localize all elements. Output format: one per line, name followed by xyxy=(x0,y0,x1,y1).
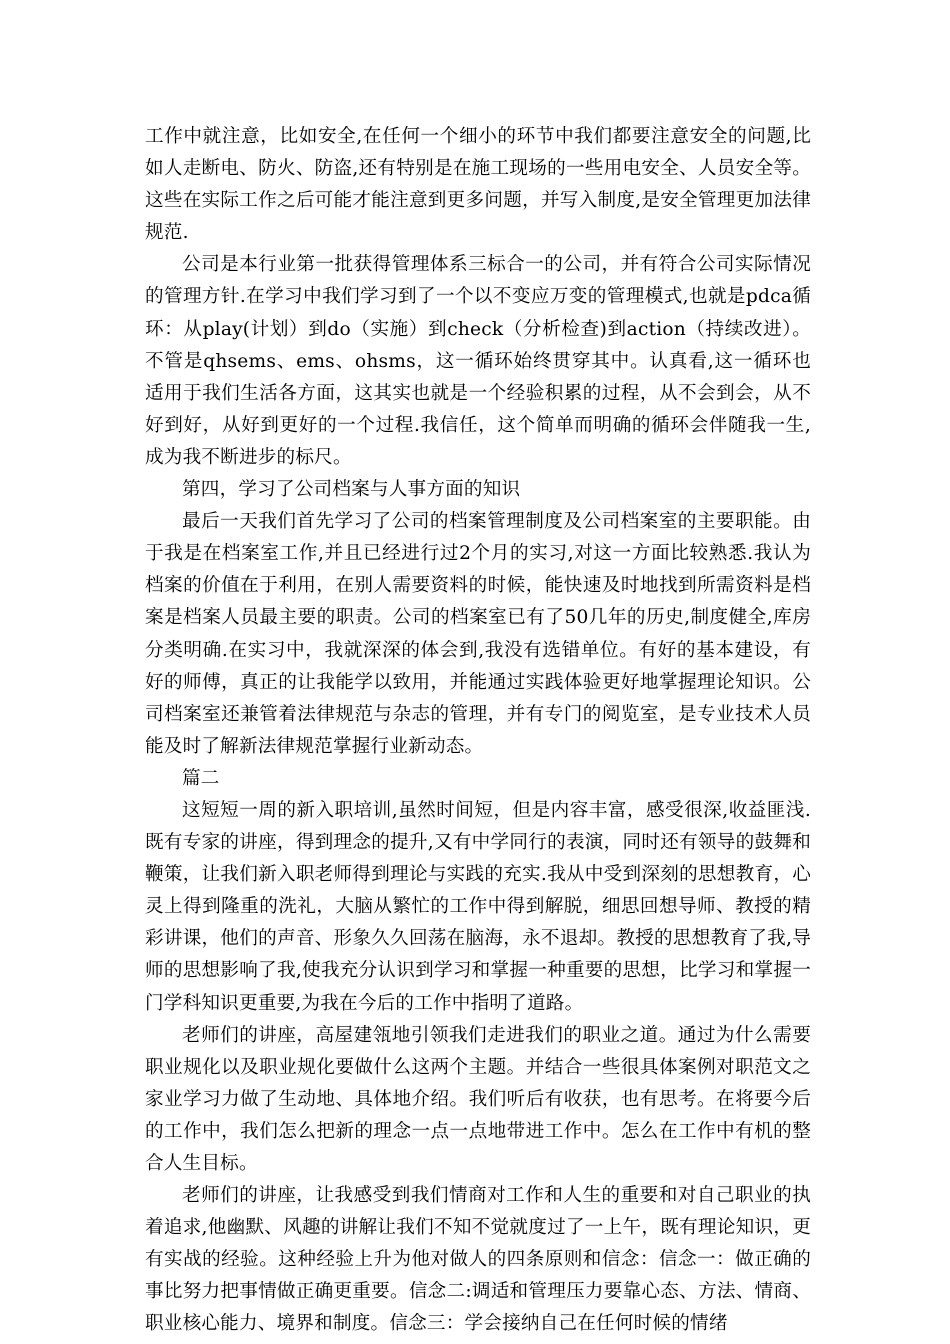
document-body xyxy=(145,121,811,1341)
paragraph-eq-lecture: 老师们的讲座，让我感受到我们情商对工作和人生的重要和对自己职业的执着追求,他幽默、风趣的讲解让我们不知不觉就度过了一上午，既有理论知识，更有实战的经验。这种经验上升为他对做人的四条原则和信念：信念一：做正确的事比努力把事情做正确更重要。信念二:调适和管理压力要靠心态、方法、情商、职业核心能力、境界和制度。信念三：学会接纳自己在任何时候的情绪 xyxy=(145,1185,811,1335)
paragraph-archives: 最后一天我们首先学习了公司的档案管理制度及公司档案室的主要职能。由于我是在档案室工作,并且已经进行过2个月的实习,对这一方面比较熟悉.我认为档案的价值在于利用，在别人需要资料的时候，能快速及时地找到所需资料是档案是档案人员最主要的职责。公司的档案室已有了50几年的历史,制度健全,库房分类明确.在实习中，我就深深的体会到,我没有选错单位。有好的基本建设，有好的师傅，真正的让我能学以致用，并能通过实践体验更好地掌握理论知识。公司档案室还兼管着法律规范与杂志的管理，并有专门的阅览室，是专业技术人员能及时了解新法律规范掌握行业新动态。 xyxy=(145,511,811,757)
part-heading-two: 篇二 xyxy=(182,767,220,789)
paragraph-pdca: 公司是本行业第一批获得管理体系三标合一的公司，并有符合公司实际情况的管理方针.在学习中我们学习到了一个以不变应万变的管理模式,也就是pdca循环：从play(计划）到do（实施）到check（分析检查)到action（持续改进）。不管是qhsems、ems、ohsms，这一循环始终贯穿其中。认真看,这一循环也适用于我们生活各方面，这其实也就是一个经验积累的过程，从不会到会，从不好到好，从好到更好的一个过程.我信任，这个简单而明确的循环会伴随我一生,成为我不断进步的标尺。 xyxy=(145,254,811,468)
paragraph-safety: 工作中就注意，比如安全,在任何一个细小的环节中我们都要注意安全的问题,比如人走断电、防火、防盗,还有特别是在施工现场的一些用电安全、人员安全等。这些在实际工作之后可能才能注意到更多问题，并写入制度,是安全管理更加法律规范. xyxy=(145,126,811,244)
paragraph-career-lecture: 老师们的讲座，高屋建瓴地引领我们走进我们的职业之道。通过为什么需要职业规化以及职业规化要做什么这两个主题。并结合一些很具体案例对职范文之家业学习力做了生动地、具体地介绍。我们听后有收获，也有思考。在将要今后的工作中，我们怎么把新的理念一点一点地带进工作中。怎么在工作中有机的整合人生目标。 xyxy=(145,1024,811,1174)
section-heading-archives: 第四，学习了公司档案与人事方面的知识 xyxy=(182,479,521,501)
paragraph-training: 这短短一周的新入职培训,虽然时间短，但是内容丰富，感受很深,收益匪浅.既有专家的讲座，得到理念的提升,又有中学同行的表演，同时还有领导的鼓舞和鞭策，让我们新入职老师得到理论与实践的充实.我从中受到深刻的思想教育，心灵上得到隆重的洗礼，大脑从繁忙的工作中得到解脱，细思回想导师、教授的精彩讲课，他们的声音、形象久久回荡在脑海，永不退却。教授的思想教育了我,导师的思想影响了我,使我充分认识到学习和掌握一种重要的思想，比学习和掌握一门学科知识更重要,为我在今后的工作中指明了道路。 xyxy=(145,799,811,1014)
